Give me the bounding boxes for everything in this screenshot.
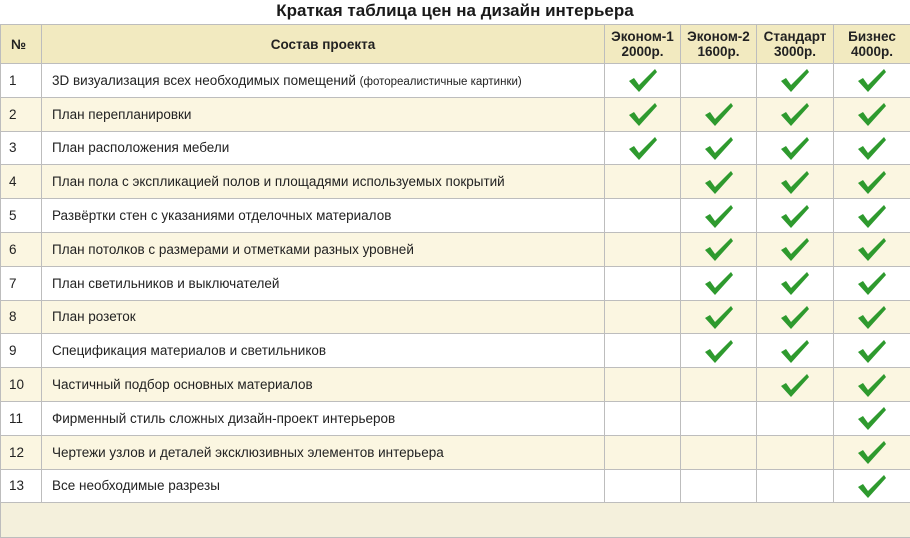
row-description: [42, 334, 605, 368]
plan-name: Эконом-2: [687, 29, 750, 44]
plan-cell: [681, 435, 757, 469]
row-number: 3: [1, 131, 42, 165]
row-text: Развёртки стен с указаниями отделочных материалов: [52, 208, 391, 223]
plan-cell: [681, 131, 757, 165]
row-number: 5: [1, 199, 42, 233]
check-icon: [627, 100, 659, 128]
row-description: [42, 165, 605, 199]
row-description: [42, 401, 605, 435]
plan-cell: [834, 232, 910, 266]
row-number: 7: [1, 266, 42, 300]
row-number: 11: [1, 401, 42, 435]
check-icon: [779, 134, 811, 162]
check-icon: [856, 269, 888, 297]
check-icon: [856, 303, 888, 331]
plan-cell: [605, 131, 681, 165]
check-icon: [703, 269, 735, 297]
plan-name: Бизнес: [848, 29, 896, 44]
row-text: 3D визуализация всех необходимых помещений: [52, 73, 356, 88]
check-icon: [703, 168, 735, 196]
plan-cell: [834, 266, 910, 300]
table-row: [1, 435, 910, 469]
table-row: [1, 64, 910, 98]
check-icon: [779, 235, 811, 263]
plan-price: 4000р.: [851, 44, 893, 59]
check-icon: [779, 100, 811, 128]
plan-cell: [757, 469, 834, 503]
plan-cell: [605, 300, 681, 334]
plan-cell: [681, 199, 757, 233]
plan-cell: [681, 300, 757, 334]
plan-cell: [605, 165, 681, 199]
plan-cell: [757, 165, 834, 199]
table-row: [1, 165, 910, 199]
plan-cell: [757, 334, 834, 368]
plan-cell: [605, 199, 681, 233]
check-icon: [703, 134, 735, 162]
page-title: Краткая таблица цен на дизайн интерьера: [0, 0, 910, 24]
table-row: [1, 334, 910, 368]
row-description: [42, 469, 605, 503]
row-text: План пола с экспликацией полов и площадями используемых покрытий: [52, 174, 505, 189]
plan-cell: [681, 97, 757, 131]
plan-cell: [757, 435, 834, 469]
row-text: Чертежи узлов и деталей эксклюзивных элементов интерьера: [52, 445, 444, 460]
table-body: [1, 64, 910, 538]
check-icon: [703, 202, 735, 230]
plan-price: 2000р.: [621, 44, 663, 59]
check-icon: [856, 66, 888, 94]
check-icon: [779, 202, 811, 230]
plan-cell: [834, 131, 910, 165]
check-icon: [779, 269, 811, 297]
plan-cell: [834, 300, 910, 334]
plan-cell: [834, 97, 910, 131]
table-row: [1, 368, 910, 402]
plan-cell: [681, 334, 757, 368]
plan-cell: [757, 266, 834, 300]
plan-cell: [605, 435, 681, 469]
check-icon: [856, 472, 888, 500]
check-icon: [856, 100, 888, 128]
row-text: План розеток: [52, 309, 136, 324]
row-text: План расположения мебели: [52, 140, 229, 155]
check-icon: [856, 404, 888, 432]
check-icon: [856, 438, 888, 466]
plan-cell: [681, 232, 757, 266]
row-description: [42, 97, 605, 131]
plan-cell: [681, 401, 757, 435]
row-text: План потолков с размерами и отметками разных уровней: [52, 242, 414, 257]
row-number: 2: [1, 97, 42, 131]
table-row: [1, 300, 910, 334]
check-icon: [779, 168, 811, 196]
row-description: [42, 266, 605, 300]
check-icon: [779, 371, 811, 399]
plan-cell: [681, 165, 757, 199]
check-icon: [856, 337, 888, 365]
plan-cell: [757, 300, 834, 334]
empty-footer-cell: [1, 503, 910, 538]
check-icon: [779, 66, 811, 94]
row-number: 4: [1, 165, 42, 199]
row-description: [42, 64, 605, 98]
table-footer-row: [1, 503, 910, 538]
row-description: [42, 232, 605, 266]
check-icon: [856, 371, 888, 399]
table-row: [1, 131, 910, 165]
row-description: [42, 131, 605, 165]
plan-cell: [605, 368, 681, 402]
plan-cell: [834, 435, 910, 469]
row-number: 1: [1, 64, 42, 98]
check-icon: [703, 235, 735, 263]
check-icon: [779, 337, 811, 365]
plan-name: Эконом-1: [611, 29, 674, 44]
table-row: [1, 97, 910, 131]
plan-cell: [681, 469, 757, 503]
row-text: Фирменный стиль сложных дизайн-проект интерьеров: [52, 411, 395, 426]
plan-cell: [834, 199, 910, 233]
plan-cell: [605, 97, 681, 131]
row-number: 9: [1, 334, 42, 368]
plan-cell: [681, 266, 757, 300]
row-note: (фотореалистичные картинки): [360, 76, 522, 88]
row-description: [42, 368, 605, 402]
column-header-plan-economy-1: [605, 25, 681, 64]
row-description: [42, 300, 605, 334]
plan-price: 3000р.: [774, 44, 816, 59]
plan-cell: [605, 334, 681, 368]
plan-cell: [605, 469, 681, 503]
plan-cell: [757, 401, 834, 435]
check-icon: [627, 134, 659, 162]
column-header-plan-business: [834, 25, 910, 64]
plan-cell: [834, 401, 910, 435]
row-number: 12: [1, 435, 42, 469]
plan-cell: [605, 232, 681, 266]
table-header-row: [1, 25, 910, 64]
row-text: Все необходимые разрезы: [52, 478, 220, 493]
row-text: План светильников и выключателей: [52, 276, 279, 291]
plan-cell: [681, 368, 757, 402]
check-icon: [703, 337, 735, 365]
column-header-plan-standard: [757, 25, 834, 64]
plan-cell: [834, 469, 910, 503]
plan-cell: [834, 64, 910, 98]
check-icon: [856, 134, 888, 162]
plan-cell: [757, 199, 834, 233]
check-icon: [703, 100, 735, 128]
table-row: [1, 401, 910, 435]
check-icon: [856, 235, 888, 263]
plan-cell: [757, 64, 834, 98]
column-header-num: №: [1, 25, 42, 64]
column-header-composition: Состав проекта: [42, 25, 605, 64]
table-row: [1, 232, 910, 266]
check-icon: [627, 66, 659, 94]
row-number: 13: [1, 469, 42, 503]
table-row: [1, 199, 910, 233]
row-description: [42, 435, 605, 469]
price-table: [0, 24, 910, 538]
row-text: Спецификация материалов и светильников: [52, 343, 326, 358]
column-header-plan-economy-2: [681, 25, 757, 64]
table-row: [1, 469, 910, 503]
plan-price: 1600р.: [697, 44, 739, 59]
row-text: План перепланировки: [52, 107, 191, 122]
row-number: 10: [1, 368, 42, 402]
plan-cell: [834, 368, 910, 402]
plan-cell: [605, 266, 681, 300]
check-icon: [703, 303, 735, 331]
plan-cell: [605, 401, 681, 435]
row-text: Частичный подбор основных материалов: [52, 377, 313, 392]
row-description: [42, 199, 605, 233]
plan-cell: [834, 334, 910, 368]
check-icon: [856, 168, 888, 196]
plan-cell: [681, 64, 757, 98]
plan-cell: [757, 131, 834, 165]
row-number: 8: [1, 300, 42, 334]
plan-cell: [834, 165, 910, 199]
plan-cell: [605, 64, 681, 98]
check-icon: [856, 202, 888, 230]
row-number: 6: [1, 232, 42, 266]
check-icon: [779, 303, 811, 331]
plan-cell: [757, 368, 834, 402]
plan-cell: [757, 232, 834, 266]
table-row: [1, 266, 910, 300]
plan-name: Стандарт: [764, 29, 827, 44]
plan-cell: [757, 97, 834, 131]
